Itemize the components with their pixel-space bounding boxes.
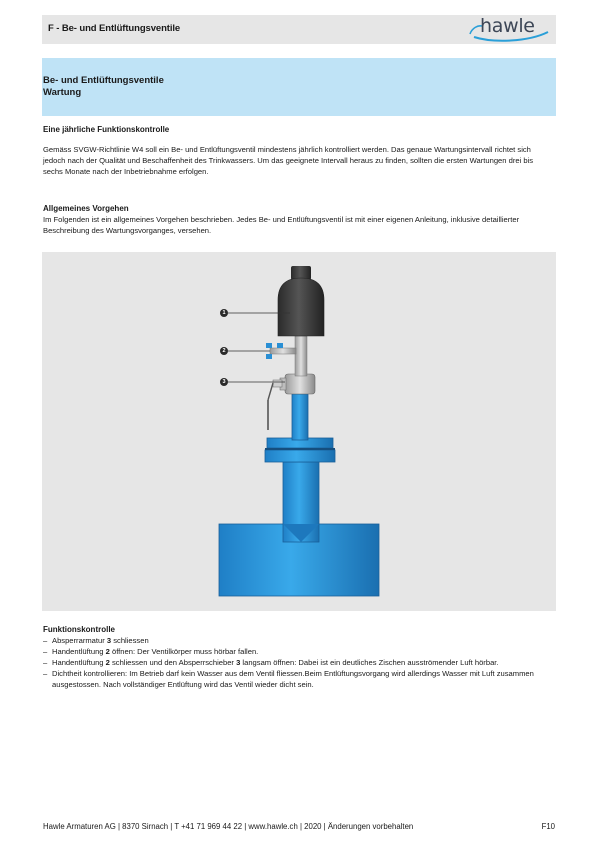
- title-box: [42, 58, 556, 116]
- section-general-procedure: [43, 203, 553, 236]
- title-line-2: Wartung: [43, 87, 82, 98]
- section-heading: Funktionskontrolle: [43, 625, 115, 634]
- list-item: – Handentlüftung 2 schliessen und den Absperrschieber 3 langsam öffnen: Dabei ist ein deutliches Zischen ausströmender Luft hörbar.: [43, 658, 499, 667]
- main-pipe: [219, 462, 379, 596]
- valve-cap: [278, 266, 324, 336]
- section-body: Im Folgenden ist ein allgemeines Vorgehen beschrieben. Jedes Be- und Entlüftungsventil ist mit einer eigenen Anleitung, inklusive detaillierter Beschreibung des Wartungsvorganges, versehen.: [43, 215, 520, 235]
- page-header: [42, 15, 556, 44]
- callout-1: 1: [220, 309, 228, 317]
- flange: [265, 438, 335, 462]
- section-body: Gemäss SVGW-Richtlinie W4 soll ein Be- und Entlüftungsventil mindestens jährlich kontrolliert werden. Das genaue Wartungsintervall richtet sich jedoch nach der Qualität und Beschaffenheit des Trinkwassers. Um das geeignete Intervall heraus zu finden, sollten die ersten Wartungen drei bis sechs Monate nach der Inbetriebnahme erfolgen.: [43, 145, 534, 176]
- page-footer: [43, 822, 555, 831]
- list-item: – Absperrarmatur 3 schliessen: [43, 636, 149, 645]
- manual-vent: [266, 343, 296, 359]
- section-heading: Allgemeines Vorgehen: [43, 204, 129, 213]
- callout-3: 3: [220, 378, 228, 386]
- list-item: – Dichtheit kontrollieren: Im Betrieb darf kein Wasser aus dem Ventil fliessen.Beim Entlüftungsvorgang wird allerdings Wasser mit Luft zusammen ausgestossen. Nach vollständiger Entlüftung wird das Ventil wieder dicht sein.: [43, 669, 534, 689]
- hawle-logo: [468, 16, 552, 42]
- header-title: F - Be- und Entlüftungsventile: [48, 23, 181, 34]
- footer-text: Hawle Armaturen AG | 8370 Sirnach | T +41 71 969 44 22 | www.hawle.ch | 2020 | Änderungen vorbehalten: [43, 822, 414, 831]
- logo-text: hawle: [480, 15, 535, 37]
- page-number: F10: [541, 822, 555, 831]
- list-item: – Handentlüftung 2 öffnen: Der Ventilkörper muss hörbar fallen.: [43, 647, 259, 656]
- callout-2: 2: [220, 347, 228, 355]
- riser-pipe: [292, 394, 308, 440]
- valve-stem: [295, 336, 307, 376]
- section-annual-check: [43, 124, 553, 177]
- section-function-check: [43, 624, 553, 690]
- valve-illustration: [42, 252, 556, 611]
- title-line-1: Be- und Entlüftungsventile: [43, 75, 164, 86]
- valve-figure: [42, 252, 556, 611]
- section-heading: Eine jährliche Funktionskontrolle: [43, 125, 170, 134]
